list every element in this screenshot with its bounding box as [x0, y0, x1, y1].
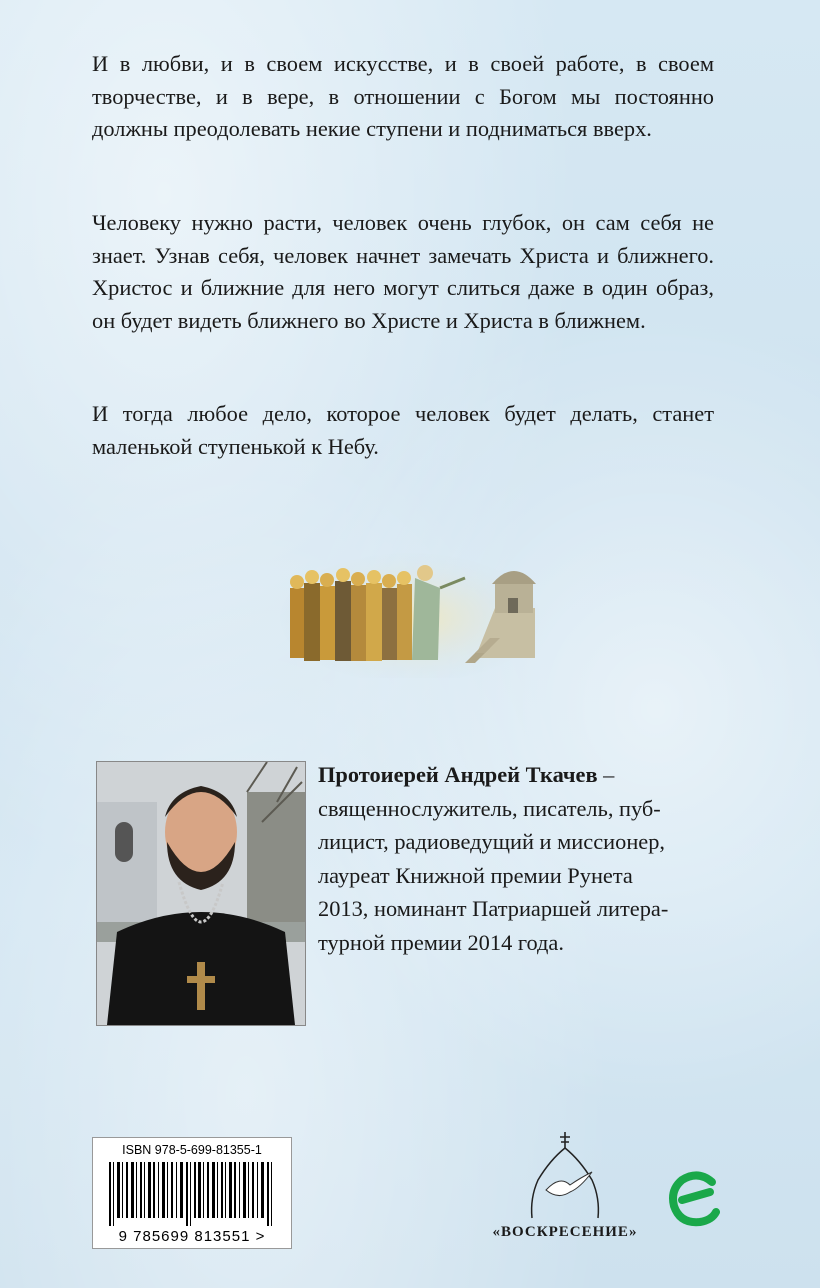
dome-dove-icon	[510, 1130, 620, 1220]
saints-illustration	[280, 548, 540, 678]
bio-line-2: лицист, радиоведущий и миссионер,	[318, 829, 666, 854]
author-photo	[96, 761, 306, 1026]
paragraph-2-text: Человеку нужно расти, человек очень глубок, он сам себя не знает. Узнав себя, человек начнет замечать Христа и ближнего. Христос и ближние для него могут слиться даже в один образ, он будет видеть ближнего во Христе и Христа в ближнем.	[92, 210, 714, 333]
barcode-digits: 9 785699 813551 >	[118, 1228, 266, 1245]
publisher-label: «ВОСКРЕСЕНИЕ»	[492, 1224, 638, 1240]
paragraph-3	[92, 398, 714, 463]
bio-line-3: лауреат Книжной премии Рунета	[318, 862, 633, 888]
author-dash: –	[597, 762, 615, 787]
author-name: Протоиерей Андрей Ткачев	[318, 762, 598, 787]
author-bio	[318, 758, 714, 959]
isbn-barcode	[92, 1137, 292, 1249]
paragraph-1	[92, 48, 714, 146]
isbn-number: ISBN 978-5-699-81355-1	[122, 1143, 262, 1157]
paragraph-2	[92, 207, 714, 337]
bio-line-5: турной премии 2014 года.	[318, 929, 564, 955]
barcode-bars	[107, 1162, 277, 1226]
bio-line-1: священнослужитель, писатель, пуб-	[318, 795, 661, 821]
paragraph-3-text: И тогда любое дело, которое человек будет делать, станет маленькой ступенькой к Небу.	[92, 401, 714, 459]
paragraph-1-text: И в любви, и в своем искусстве, и в своей работе, в своем творчестве, и в вере, в отношении с Богом мы постоянно должны преодолевать некие ступени и подниматься вверх.	[92, 51, 714, 141]
bio-line-0	[318, 758, 714, 792]
bio-line-4: 2013, номинант Патриаршей литера-	[318, 896, 669, 921]
eksmo-logo-icon	[668, 1168, 720, 1228]
